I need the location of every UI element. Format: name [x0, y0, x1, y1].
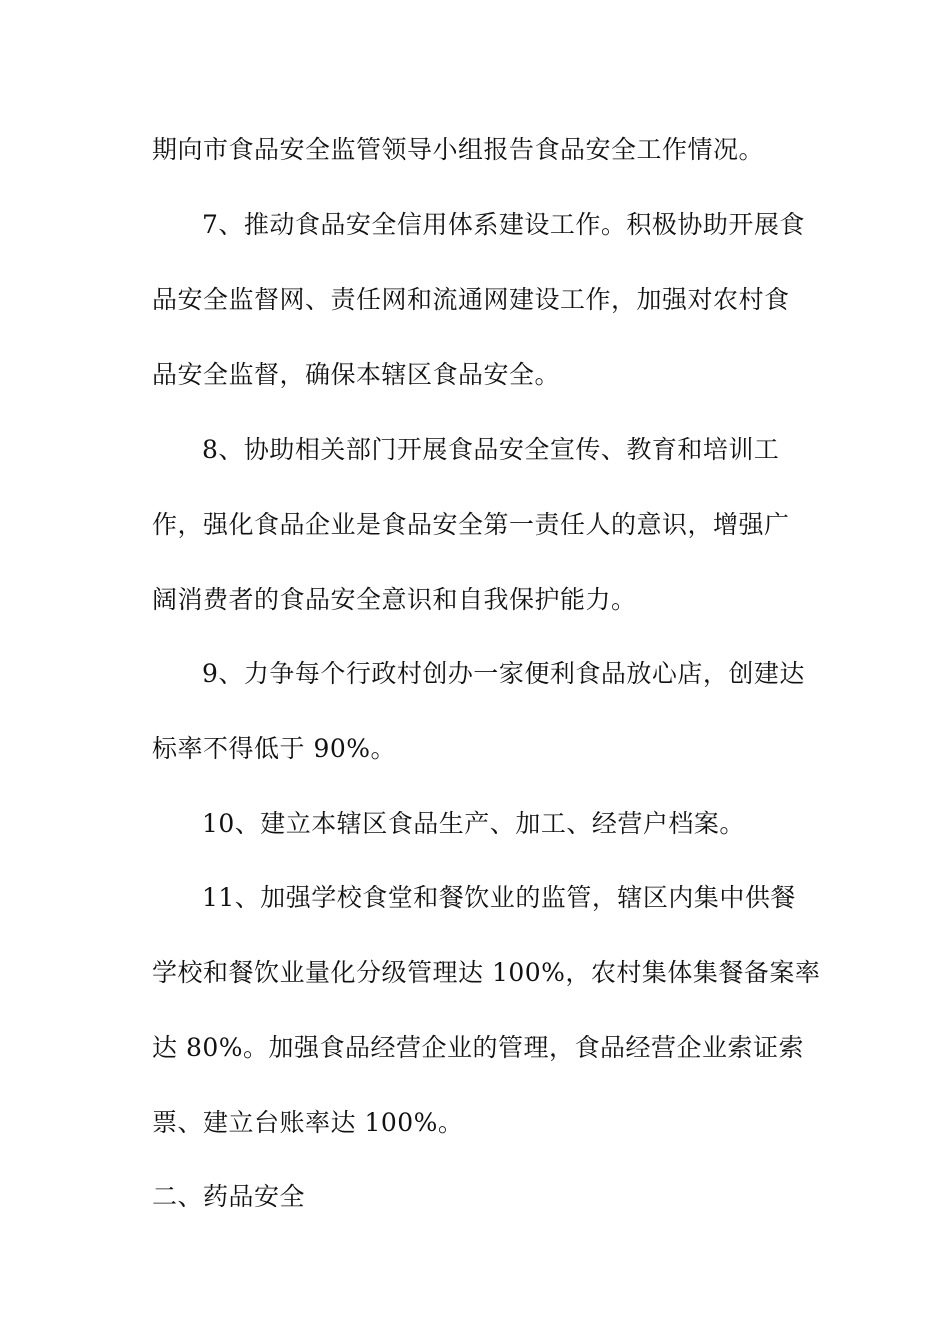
text-line: 品安全监督网、责任网和流通网建设工作，加强对农村食 — [152, 285, 790, 314]
text-line: 票、建立台账率达 100%。 — [152, 1108, 464, 1137]
text-line: 标率不得低于 90%。 — [152, 734, 397, 763]
paragraph-item-11-start: 11、加强学校食堂和餐饮业的监管，辖区内集中供餐 — [202, 883, 796, 912]
text-line: 期向市食品安全监管领导小组报告食品安全工作情况。 — [152, 135, 765, 164]
text-line: 品安全监督，确保本辖区食品安全。 — [152, 360, 561, 389]
text-line: 作，强化食品企业是食品安全第一责任人的意识，增强广 — [152, 510, 790, 539]
text-line: 阔消费者的食品安全意识和自我保护能力。 — [152, 585, 637, 614]
paragraph-item-10: 10、建立本辖区食品生产、加工、经营户档案。 — [202, 809, 745, 838]
paragraph-item-7-start: 7、推动食品安全信用体系建设工作。积极协助开展食 — [202, 210, 805, 239]
paragraph-item-9-start: 9、力争每个行政村创办一家便利食品放心店，创建达 — [202, 659, 805, 688]
text-line: 学校和餐饮业量化分级管理达 100%，农村集体集餐备案率 — [152, 958, 821, 987]
paragraph-item-8-start: 8、协助相关部门开展食品安全宣传、教育和培训工 — [202, 435, 780, 464]
section-heading: 二、药品安全 — [152, 1182, 306, 1211]
text-line: 达 80%。加强食品经营企业的管理，食品经营企业索证索 — [152, 1033, 805, 1062]
